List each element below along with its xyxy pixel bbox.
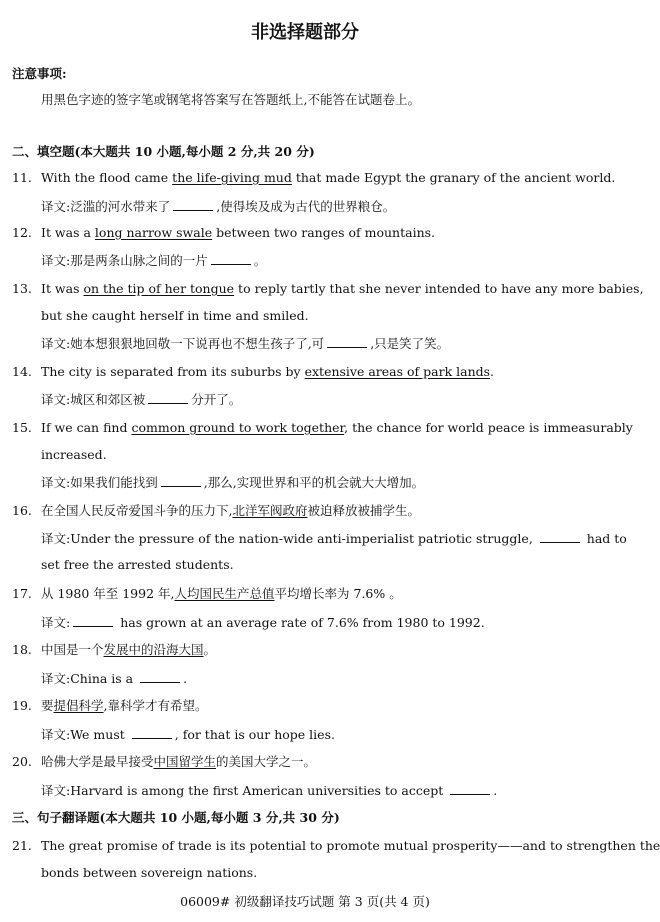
answer-blank[interactable] (132, 726, 172, 739)
page-footer: 06009# 初级翻译技巧试题 第 3 页(共 4 页) (180, 894, 430, 909)
answer-blank[interactable] (73, 614, 113, 627)
question-20-text: 哈佛大学是最早接受中国留学生的美国大学之一。 (41, 754, 317, 769)
underlined-phrase: long narrow swale (94, 225, 213, 240)
question-18-number: 18. (12, 642, 32, 657)
answer-blank[interactable] (148, 391, 188, 404)
question-11-number: 11. (12, 170, 32, 185)
question-14-number: 14. (12, 364, 32, 379)
question-21-number: 21. (12, 838, 32, 853)
question-13-number: 13. (12, 281, 32, 296)
question-18-translation: 译文:China is a . (41, 671, 188, 686)
question-15-translation: 译文:如果我们能找到 ,那么,实现世界和平的机会就大大增加。 (41, 475, 425, 490)
question-19-text: 要提倡科学,靠科学才有希望。 (41, 698, 208, 713)
question-15-text-line2: increased. (41, 447, 107, 462)
section-2-heading: 二、填空题(本大题共 10 小题,每小题 2 分,共 20 分) (12, 144, 315, 159)
notice-heading: 注意事项: (12, 66, 67, 81)
question-16-translation-line2: set free the arrested students. (41, 557, 234, 572)
answer-blank[interactable] (540, 530, 580, 543)
question-19-number: 19. (12, 698, 32, 713)
underlined-phrase: the life-giving mud (172, 170, 292, 185)
question-14-text: The city is separated from its suburbs by extensive areas of park lands. (41, 364, 495, 379)
answer-blank[interactable] (140, 670, 180, 683)
underlined-phrase: 提倡科学 (53, 698, 104, 713)
underlined-phrase: common ground to work together (131, 420, 345, 435)
question-13-text: It was on the tip of her tongue to reply tartly that she never intended to have any more babies, (41, 281, 644, 296)
page-title: 非选择题部分 (251, 22, 359, 43)
notice-text: 用黑色字迹的签字笔或钢笔将答案写在答题纸上,不能答在试题卷上。 (41, 92, 420, 107)
answer-blank[interactable] (327, 335, 367, 348)
question-20-number: 20. (12, 754, 32, 769)
question-15-number: 15. (12, 420, 32, 435)
underlined-phrase: on the tip of her tongue (83, 281, 235, 296)
question-21-text-line2: bonds between sovereign nations. (41, 865, 258, 880)
underlined-phrase: extensive areas of park lands (304, 364, 491, 379)
question-11-text: With the flood came the life-giving mud that made Egypt the granary of the ancient world. (41, 170, 616, 185)
question-17-translation: 译文: has grown at an average rate of 7.6% from 1980 to 1992. (41, 615, 485, 630)
question-21-text: The great promise of trade is its potential to promote mutual prosperity——and to strengthen the (41, 838, 660, 853)
underlined-phrase: 北洋军阀政府 (232, 503, 308, 518)
question-16-translation: 译文:Under the pressure of the nation-wide anti-imperialist patriotic struggle, had to (41, 531, 627, 546)
question-11-translation: 译文:泛滥的河水带来了 ,使得埃及成为古代的世界粮仓。 (41, 199, 396, 214)
question-16-text: 在全国人民反帝爱国斗争的压力下,北洋军阀政府被迫释放被捕学生。 (41, 503, 421, 518)
answer-blank[interactable] (173, 198, 213, 211)
question-14-translation: 译文:城区和郊区被 分开了。 (41, 392, 242, 407)
question-12-text: It was a long narrow swale between two ranges of mountains. (41, 225, 436, 240)
question-12-translation: 译文:那是两条山脉之间的一片 。 (41, 253, 267, 268)
question-13-text-line2: but she caught herself in time and smiled. (41, 308, 309, 323)
question-20-translation: 译文:Harvard is among the first American universities to accept . (41, 783, 498, 798)
question-19-translation: 译文:We must , for that is our hope lies. (41, 727, 335, 742)
answer-blank[interactable] (161, 474, 201, 487)
question-13-translation: 译文:她本想狠狠地回敬一下说再也不想生孩子了,可 ,只是笑了笑。 (41, 336, 450, 351)
underlined-phrase: 人均国民生产总值 (174, 586, 275, 601)
question-18-text: 中国是一个发展中的沿海大国。 (41, 642, 217, 657)
answer-blank[interactable] (211, 252, 251, 265)
underlined-phrase: 中国留学生 (153, 754, 217, 769)
answer-blank[interactable] (450, 782, 490, 795)
question-15-text: If we can find common ground to work together, the chance for world peace is immeasurably (41, 420, 633, 435)
question-16-number: 16. (12, 503, 32, 518)
question-17-text: 从 1980 年至 1992 年,人均国民生产总值平均增长率为 7.6% 。 (41, 586, 402, 601)
section-3-heading: 三、句子翻译题(本大题共 10 小题,每小题 3 分,共 30 分) (12, 810, 340, 825)
underlined-phrase: 发展中的沿海大国 (103, 642, 204, 657)
question-17-number: 17. (12, 586, 32, 601)
question-12-number: 12. (12, 225, 32, 240)
